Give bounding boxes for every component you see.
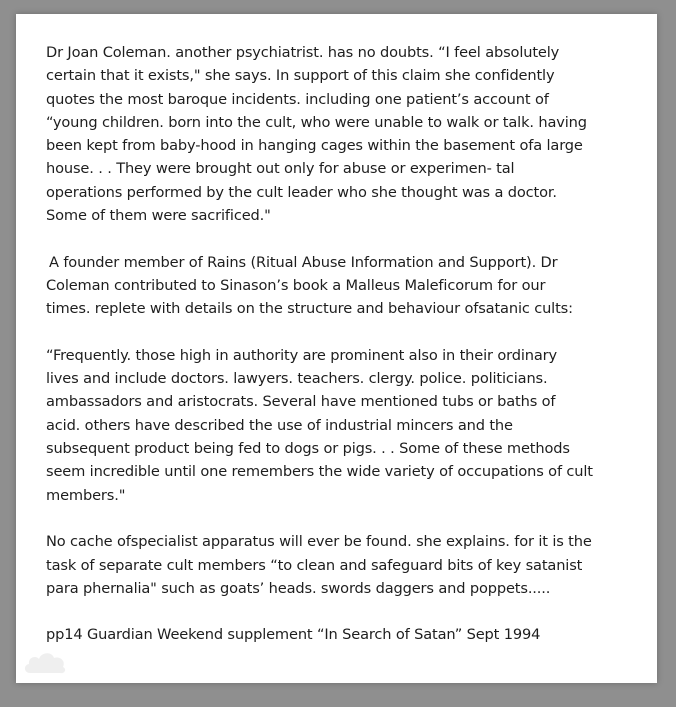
paragraph-rains-founder: A founder member of Rains (Ritual Abuse Information and Support). Dr Coleman contributed to Sinason’s book a Malleus Maleficorum for our times. replete with details on the structure and behaviour ofsatanic cults:: [46, 253, 573, 318]
document-page: [16, 14, 657, 683]
paragraph-frequently-quote: “Frequently. those high in authority are prominent also in their ordinary lives and include doctors. lawyers. teachers. clergy. police. politicians. ambassadors and aristocrats. Several have mentioned tubs or baths of acid. others have described the use of industrial mincers and the subsequent product being fed to dogs or pigs. . . Some of these methods seem incredible until one remembers the wide variety of occupations of cult members.": [46, 346, 593, 504]
cloud-watermark-icon: [22, 647, 68, 677]
paragraph-coleman-quote: Dr Joan Coleman. another psychiatrist. has no doubts. “I feel absolutely certain that it exists," she says. In support of this claim she confidently quotes the most baroque incidents. including one patient’s account of “young children. born into the cult, who were unable to walk or talk. having been kept from baby-hood in hanging cages within the basement ofa large house. . . They were brought out only for abuse or experimen- tal operations performed by the cult leader who she thought was a doctor. Some of them were sacrificed.": [46, 44, 587, 225]
paragraph-no-cache: No cache ofspecialist apparatus will ever be found. she explains. for it is the task of separate cult members “to clean and safeguard bits of key satanist para phernalia" such as goats’ heads. swords daggers and poppets.....: [46, 533, 592, 597]
document-text: [46, 41, 644, 647]
source-citation: pp14 Guardian Weekend supplement “In Search of Satan” Sept 1994: [46, 626, 541, 644]
